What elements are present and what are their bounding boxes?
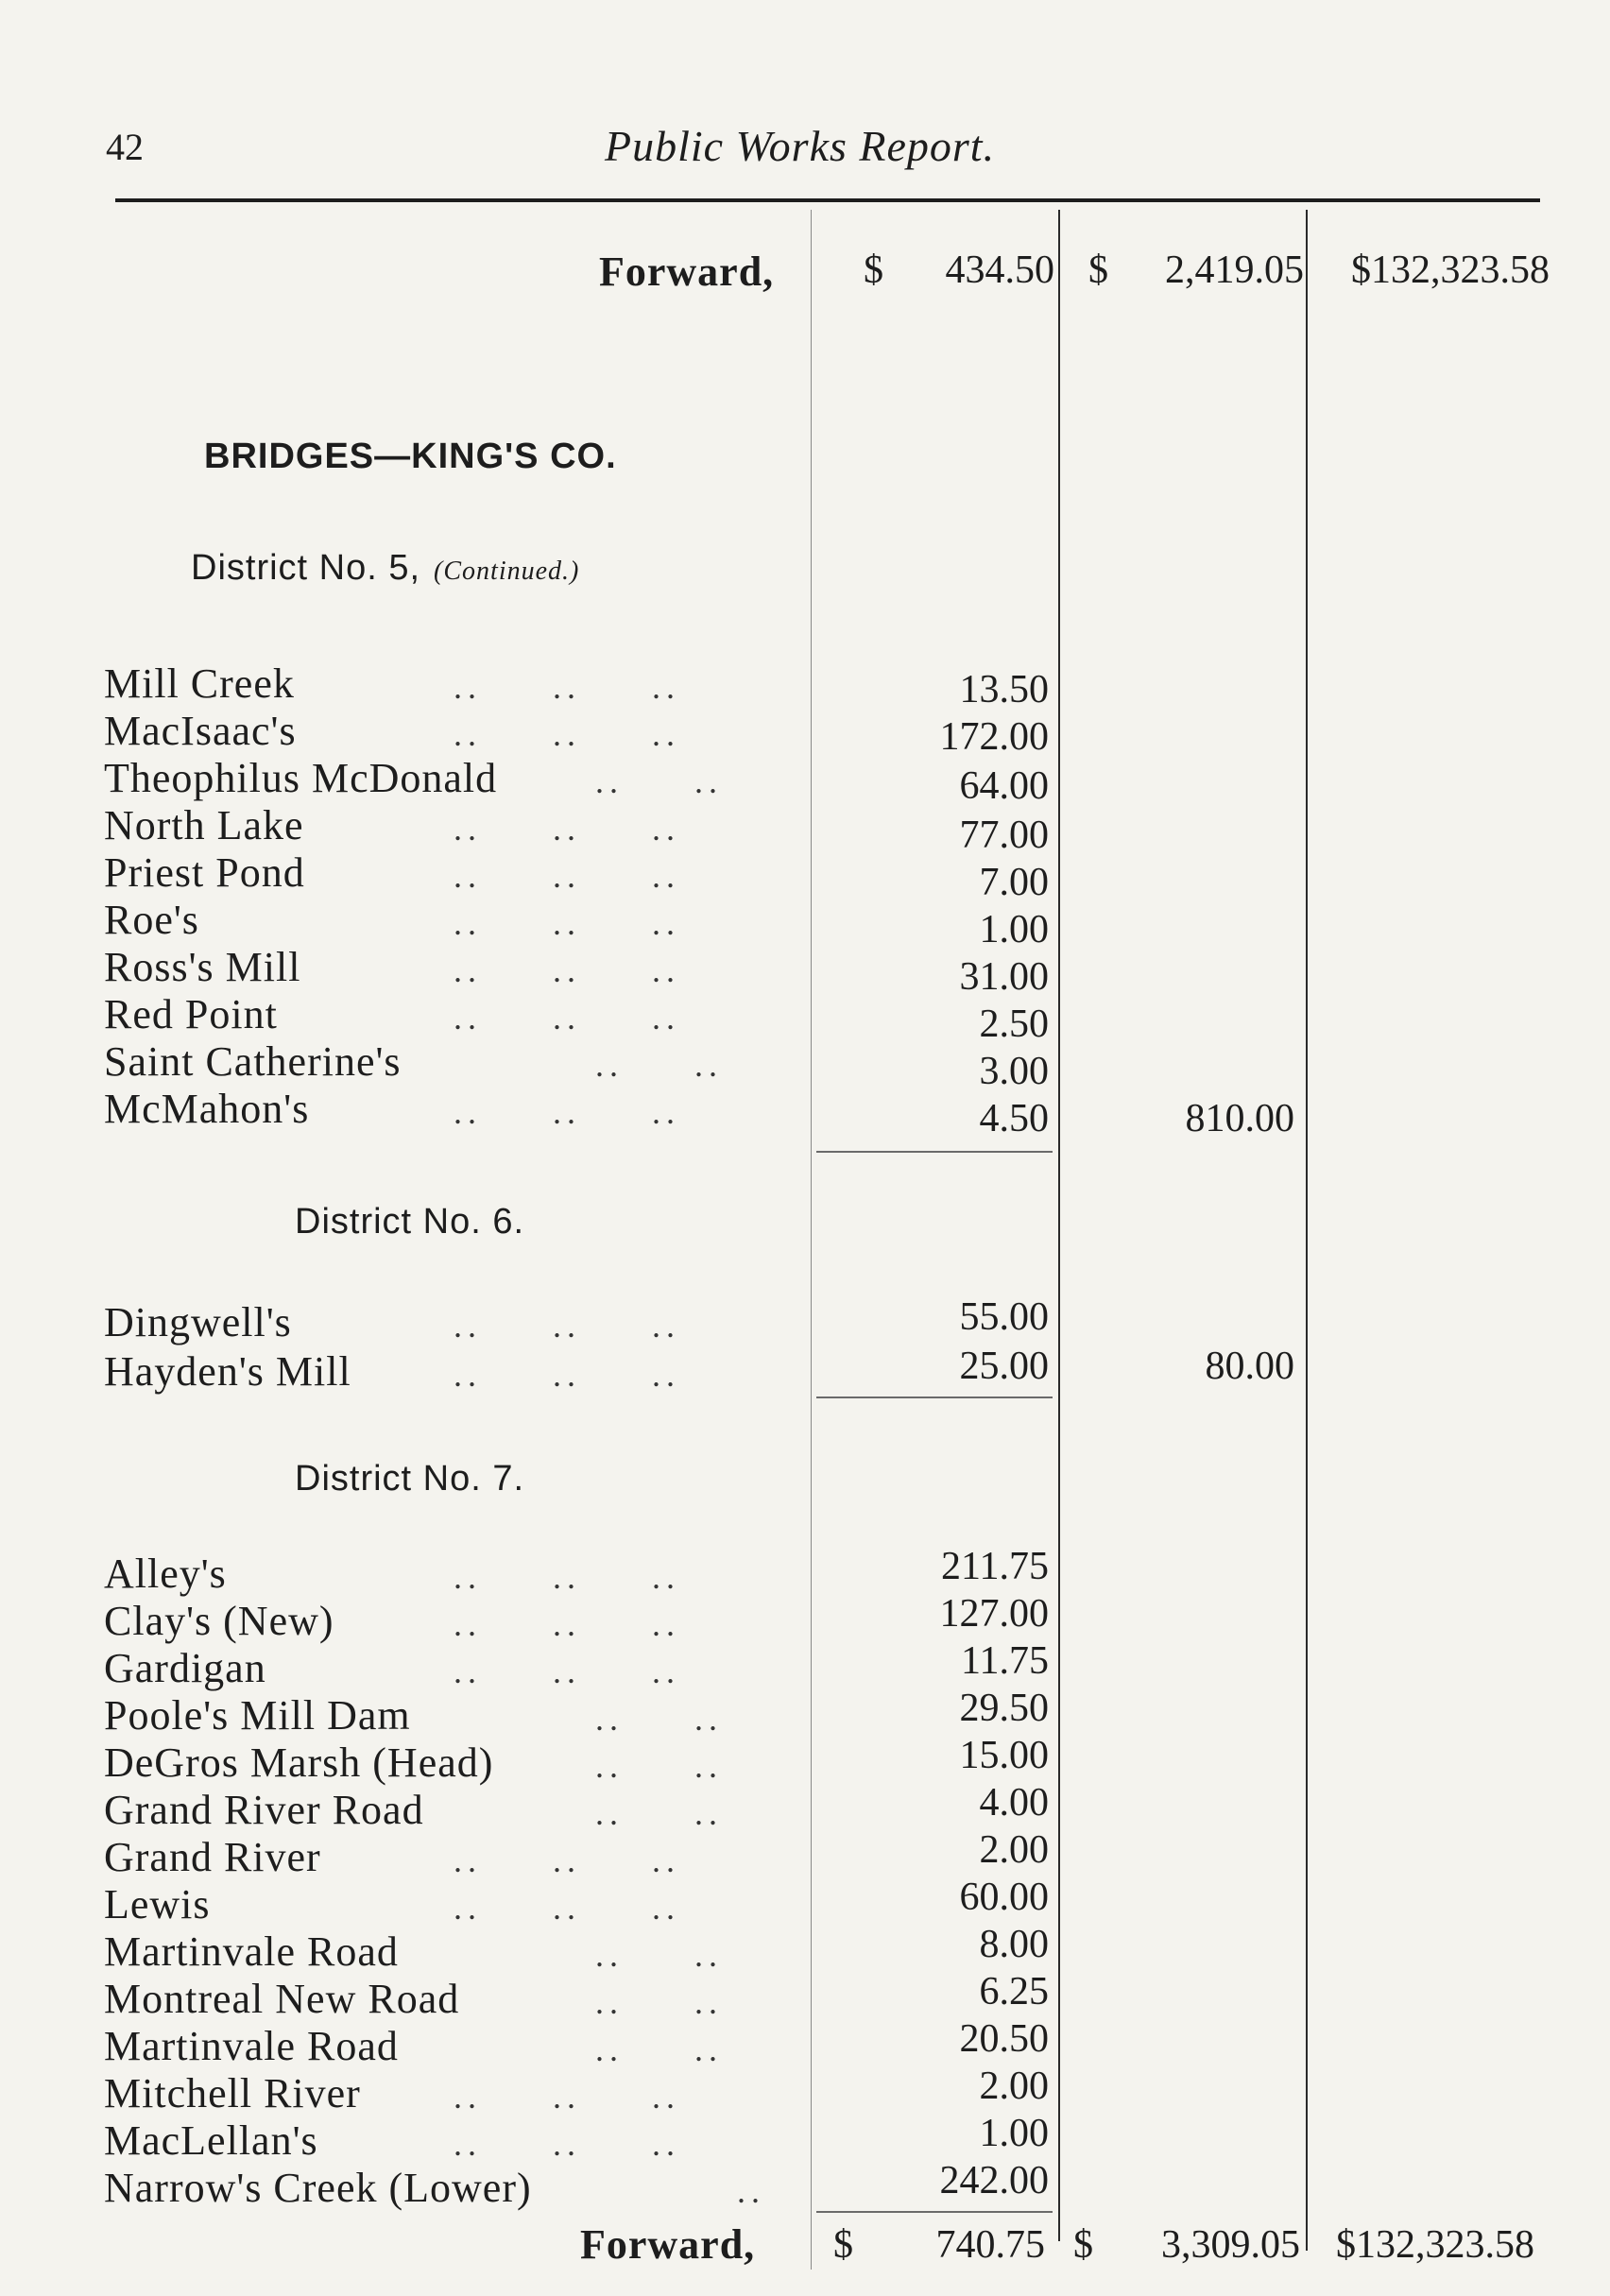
forward-bottom-dollar-1: $	[833, 2223, 853, 2267]
forward-bottom-col2: 3,309.05	[1161, 2223, 1300, 2267]
leader-dots: .. ..	[595, 762, 723, 800]
leader-dots: .. ..	[595, 1700, 723, 1738]
leader-dots: ..	[737, 2172, 765, 2210]
leader-dots: .. ..	[595, 1794, 723, 1832]
list-item-amount: 1.00	[979, 908, 1049, 951]
list-item-amount: 4.00	[979, 1781, 1049, 1825]
forward-top-dollar-2: $	[1088, 248, 1108, 292]
list-item-name: Mitchell River	[104, 2070, 361, 2116]
district-5-title: District No. 5,	[191, 548, 421, 588]
leader-dots: .. ..	[595, 1983, 723, 2021]
district-5-subtotal: 810.00	[1185, 1097, 1294, 1140]
forward-top-col1: 434.50	[945, 248, 1054, 292]
list-item-name: Red Point	[104, 991, 278, 1037]
district-6-title: District No. 6.	[295, 1202, 525, 1242]
leader-dots: .. .. ..	[454, 1356, 680, 1394]
column-divider-3	[1306, 210, 1308, 2251]
list-item-name: Poole's Mill Dam	[104, 1692, 411, 1739]
list-item-amount: 55.00	[959, 1295, 1049, 1339]
list-item-name: Narrow's Creek (Lower)	[104, 2165, 532, 2211]
forward-label-top: Forward,	[599, 248, 775, 295]
list-item-name: Ross's Mill	[104, 944, 301, 990]
forward-top-dollar-1: $	[864, 248, 883, 292]
list-item-amount: 211.75	[941, 1545, 1049, 1588]
list-item-amount: 7.00	[979, 861, 1049, 904]
list-item-amount: 8.00	[979, 1923, 1049, 1966]
forward-top-col3: $132,323.58	[1351, 248, 1550, 292]
leader-dots: .. .. ..	[454, 810, 680, 848]
district-5-note: (Continued.)	[434, 557, 580, 586]
leader-dots: .. ..	[595, 1936, 723, 1974]
leader-dots: .. .. ..	[454, 1307, 680, 1345]
list-item-name: Montreal New Road	[104, 1976, 460, 2022]
leader-dots: .. .. ..	[454, 668, 680, 706]
forward-label-bottom: Forward,	[580, 2221, 756, 2268]
list-item-name: MacLellan's	[104, 2117, 318, 2164]
list-item-amount: 6.25	[979, 1970, 1049, 2013]
district-7-heading	[295, 1459, 524, 1499]
list-item-amount: 31.00	[959, 955, 1049, 999]
district-6-rule	[816, 1396, 1053, 1398]
leader-dots: .. .. ..	[454, 904, 680, 942]
district-7-title: District No. 7.	[295, 1459, 525, 1499]
district-7-rule	[816, 2211, 1053, 2213]
list-item-name: Dingwell's	[104, 1299, 292, 1345]
list-item-amount: 13.50	[959, 668, 1049, 711]
leader-dots: .. .. ..	[454, 715, 680, 753]
list-item-amount: 77.00	[959, 814, 1049, 857]
list-item-name: Theophilus McDonald	[104, 755, 498, 801]
leader-dots: .. .. ..	[454, 2125, 680, 2163]
list-item-amount: 3.00	[979, 1050, 1049, 1093]
leader-dots: .. ..	[595, 1747, 723, 1785]
list-item-amount: 2.00	[979, 2065, 1049, 2108]
district-5-rule	[816, 1151, 1053, 1153]
forward-bottom-dollar-2: $	[1073, 2223, 1093, 2267]
leader-dots: .. .. ..	[454, 1605, 680, 1643]
district-6-subtotal: 80.00	[1205, 1345, 1294, 1388]
leader-dots: .. .. ..	[454, 1889, 680, 1927]
list-item-amount: 11.75	[961, 1639, 1049, 1683]
list-item-name: Hayden's Mill	[104, 1348, 351, 1395]
page-number: 42	[106, 126, 144, 168]
leader-dots: .. ..	[595, 2030, 723, 2068]
list-item-name: Lewis	[104, 1881, 211, 1928]
list-item-name: Grand River	[104, 1834, 321, 1880]
district-6-heading	[295, 1202, 524, 1242]
section-title: BRIDGES—KING'S CO.	[204, 437, 617, 476]
list-item-name: Priest Pond	[104, 849, 305, 896]
list-item-amount: 1.00	[979, 2112, 1049, 2155]
list-item-name: Mill Creek	[104, 660, 295, 707]
forward-top-col2: 2,419.05	[1165, 248, 1304, 292]
list-item-amount: 25.00	[959, 1345, 1049, 1388]
list-item-name: DeGros Marsh (Head)	[104, 1739, 494, 1786]
leader-dots: .. .. ..	[454, 2078, 680, 2116]
forward-bottom-col3: $132,323.58	[1336, 2223, 1534, 2267]
list-item-amount: 29.50	[959, 1687, 1049, 1730]
leader-dots: .. .. ..	[454, 1558, 680, 1596]
list-item-amount: 15.00	[959, 1734, 1049, 1777]
list-item-name: McMahon's	[104, 1086, 310, 1132]
leader-dots: .. ..	[595, 1046, 723, 1084]
list-item-amount: 172.00	[939, 715, 1049, 759]
list-item-amount: 127.00	[939, 1592, 1049, 1636]
list-item-amount: 64.00	[959, 764, 1049, 808]
list-item-amount: 4.50	[979, 1097, 1049, 1140]
leader-dots: .. .. ..	[454, 1842, 680, 1879]
leader-dots: .. .. ..	[454, 857, 680, 895]
list-item-name: MacIsaac's	[104, 708, 297, 754]
list-item-amount: 60.00	[959, 1876, 1049, 1919]
list-item-amount: 242.00	[939, 2159, 1049, 2202]
leader-dots: .. .. ..	[454, 999, 680, 1037]
leader-dots: .. .. ..	[454, 1093, 680, 1131]
list-item-name: Clay's (New)	[104, 1598, 334, 1644]
list-item-amount: 2.50	[979, 1002, 1049, 1046]
list-item-name: Alley's	[104, 1551, 227, 1597]
leader-dots: .. .. ..	[454, 1653, 680, 1690]
list-item-name: Grand River Road	[104, 1787, 424, 1833]
header-rule	[115, 198, 1540, 202]
list-item-name: Martinvale Road	[104, 2023, 399, 2069]
column-divider-1	[811, 210, 812, 2270]
column-divider-2	[1058, 210, 1060, 2241]
district-5-heading	[191, 548, 579, 589]
list-item-amount: 20.50	[959, 2017, 1049, 2061]
leader-dots: .. .. ..	[454, 951, 680, 989]
list-item-amount: 2.00	[979, 1828, 1049, 1872]
forward-bottom-col1: 740.75	[935, 2223, 1045, 2267]
list-item-name: Gardigan	[104, 1645, 266, 1691]
list-item-name: Roe's	[104, 897, 199, 943]
list-item-name: Saint Catherine's	[104, 1038, 402, 1085]
page-title: Public Works Report.	[605, 122, 996, 170]
list-item-name: Martinvale Road	[104, 1928, 399, 1975]
list-item-name: North Lake	[104, 802, 304, 848]
